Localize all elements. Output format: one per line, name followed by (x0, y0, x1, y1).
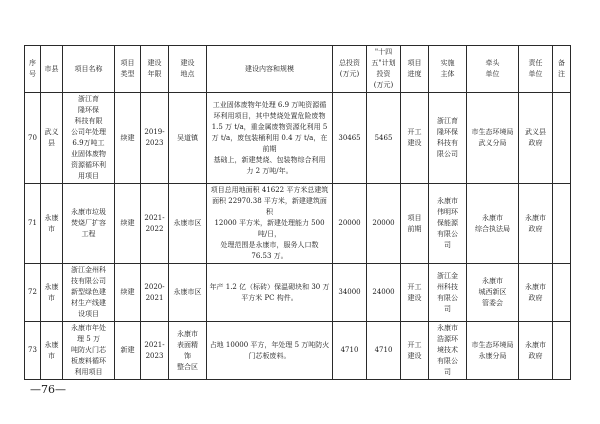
lead-unit-cell: 永康市 城西新区 管委会 (467, 264, 519, 322)
content-cell: 项目总用地面积 41622 平方米总建筑 面积 22970.38 平方米，新建建筑面积 12000 平方米，新建处理能力 500 吨/日， 处理范围是永康市，服务人口数 76.53 万。 (207, 184, 333, 264)
entity-cell: 永康市 伟明环 保能源 有限公 司 (429, 184, 467, 264)
table-row (25, 264, 571, 322)
plan-investment-cell: 20000 (367, 184, 401, 264)
county-cell: 永康市 (41, 264, 63, 322)
years-cell: 2021- 2022 (141, 184, 169, 264)
header-total: 总投资 (万元) (333, 46, 367, 93)
county-cell: 永康市 (41, 322, 63, 380)
progress-cell: 开工 建设 (401, 322, 429, 380)
content-cell: 年产 1.2 亿（标砖）保温砌块和 30 万 平方米 PC 构件。 (207, 264, 333, 322)
resp-unit-cell: 永康市 政府 (519, 264, 553, 322)
resp-unit-cell: 永康市 政府 (519, 184, 553, 264)
row-number: 70 (25, 93, 41, 184)
header-content: 建设内容和规模 (207, 46, 333, 93)
note-cell (553, 322, 571, 380)
project-name-cell: 永康市年处 理 5 万 吨防火门芯 板废料循环 利用项目 (63, 322, 115, 380)
progress-cell: 开工 建设 (401, 93, 429, 184)
header-resp: 责任 单位 (519, 46, 553, 93)
total-investment-cell: 34000 (333, 264, 367, 322)
note-cell (553, 264, 571, 322)
header-name: 项目名称 (63, 46, 115, 93)
row-number: 71 (25, 184, 41, 264)
plan-investment-cell: 5465 (367, 93, 401, 184)
plan-investment-cell: 24000 (367, 264, 401, 322)
total-investment-cell: 20000 (333, 184, 367, 264)
table-row (25, 93, 571, 184)
plan-investment-cell: 4710 (367, 322, 401, 380)
note-cell (553, 93, 571, 184)
lead-unit-cell: 市生态环境局 武义分局 (467, 93, 519, 184)
table-row (25, 184, 571, 264)
location-cell: 永康市 表面精 饰 整合区 (169, 322, 207, 380)
header-row (25, 46, 571, 93)
header-no: 序号 (25, 46, 41, 93)
table-row (25, 322, 571, 380)
content-cell: 工业固体废物年处理 6.9 万吨资源循 环利用项目，其中焚烧处置危险废物 1.5 万 t/a，重金属废物资源化利用 5 万 t/a，废包装桶利用 0.4 万 t/a，在前期 基础上，新建焚烧、包装物综合利用 力 2 万吨/年。 (207, 93, 333, 184)
header-progress: 项目 进度 (401, 46, 429, 93)
page-number: —76— (30, 383, 66, 396)
content-cell: 占地 10000 平方，年处理 5 万吨防火 门芯板废料。 (207, 322, 333, 380)
note-cell (553, 184, 571, 264)
years-cell: 2019- 2023 (141, 93, 169, 184)
header-location: 建设 地点 (169, 46, 207, 93)
header-type: 项目 类型 (115, 46, 141, 93)
resp-unit-cell: 永康市 政府 (519, 322, 553, 380)
row-number: 73 (25, 322, 41, 380)
total-investment-cell: 30465 (333, 93, 367, 184)
project-type-cell: 续建 (115, 184, 141, 264)
header-county: 市县 (41, 46, 63, 93)
lead-unit-cell: 永康市 综合执法局 (467, 184, 519, 264)
project-name-cell: 永康市垃圾 焚烧厂扩容 工程 (63, 184, 115, 264)
header-note: 备注 (553, 46, 571, 93)
project-type-cell: 续建 (115, 93, 141, 184)
header-years: 建设 年限 (141, 46, 169, 93)
progress-cell: 开工 建设 (401, 264, 429, 322)
entity-cell: 浙江金 州科技 有限公 司 (429, 264, 467, 322)
location-cell: 永康市区 (169, 184, 207, 264)
project-name-cell: 浙江育 隆环保 科技有限 公司年处理 6.9万吨工 业固体废物 资源循环利 用项目 (63, 93, 115, 184)
project-type-cell: 续建 (115, 264, 141, 322)
header-lead: 牵头 单位 (467, 46, 519, 93)
project-type-cell: 新建 (115, 322, 141, 380)
entity-cell: 永康市 浩源环 境技术 有限公 司 (429, 322, 467, 380)
county-cell: 永康市 (41, 184, 63, 264)
location-cell: 吴道镇 (169, 93, 207, 184)
entity-cell: 浙江育 隆环保 科技有 限公司 (429, 93, 467, 184)
header-plan: "十四 五"计划 投资 (万元) (367, 46, 401, 93)
years-cell: 2020- 2021 (141, 264, 169, 322)
resp-unit-cell: 武义县 政府 (519, 93, 553, 184)
total-investment-cell: 4710 (333, 322, 367, 380)
years-cell: 2021- 2023 (141, 322, 169, 380)
progress-cell: 项目 前期 (401, 184, 429, 264)
lead-unit-cell: 市生态环境局 永康分局 (467, 322, 519, 380)
header-entity: 实施 主体 (429, 46, 467, 93)
project-table (24, 45, 571, 380)
county-cell: 武义县 (41, 93, 63, 184)
project-name-cell: 浙江金州科 技有限公司 新型绿色建 材生产线建 设项目 (63, 264, 115, 322)
row-number: 72 (25, 264, 41, 322)
location-cell: 永康市区 (169, 264, 207, 322)
